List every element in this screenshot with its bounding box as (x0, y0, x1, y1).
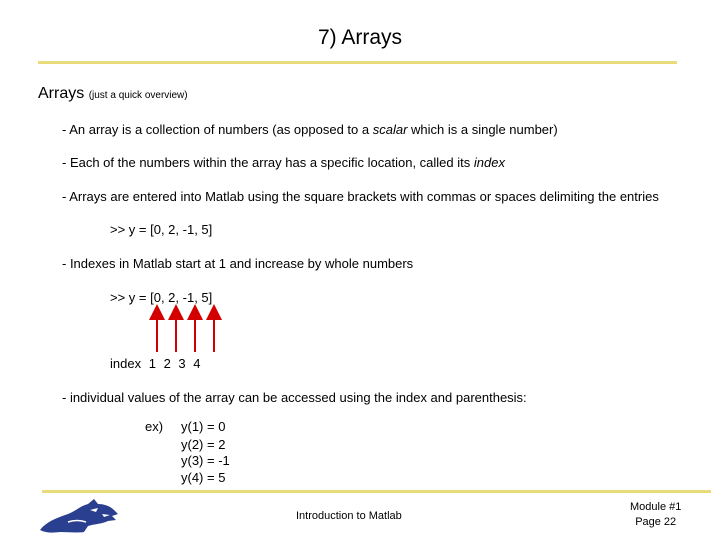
section-heading-text: Arrays (38, 85, 85, 102)
example-line: y(3) = -1 (181, 453, 230, 468)
footer-page-info (630, 500, 681, 530)
footer-divider (42, 490, 711, 493)
footer-page-number: Page 22 (635, 516, 677, 528)
example-line: y(4) = 5 (181, 470, 226, 485)
bullet-text: - An array is a collection of numbers (as opposed to a (62, 122, 373, 137)
example-line: y(2) = 2 (181, 437, 226, 452)
section-heading-note: (just a quick overview) (88, 90, 188, 101)
bullet-array-entry: - Arrays are entered into Matlab using the square brackets with commas or spaces delimiting the entries (62, 189, 659, 204)
slide-title: 7) Arrays (317, 26, 403, 49)
index-label: index (110, 356, 142, 371)
example-label: ex) (145, 419, 164, 434)
index-row (110, 356, 201, 371)
bullet-index-start: - Indexes in Matlab start at 1 and increase by whole numbers (62, 256, 414, 271)
index-value: 2 (163, 356, 171, 371)
example-line: y(1) = 0 (181, 419, 226, 434)
index-value: 3 (178, 356, 186, 371)
index-value: 1 (148, 356, 156, 371)
footer-module: Module #1 (630, 501, 682, 513)
bullet-emphasis: scalar (372, 122, 408, 137)
bullet-text: - Each of the numbers within the array has a specific location, called its (62, 155, 474, 170)
index-value: 4 (193, 356, 201, 371)
code-example-2: >> y = [0, 2, -1, 5] (110, 290, 213, 305)
bullet-text: which is a single number) (407, 122, 558, 137)
bullet-access-values: - individual values of the array can be accessed using the index and parenthesis: (62, 390, 527, 405)
footer-course-title: Introduction to Matlab (296, 510, 402, 522)
bobcat-logo-icon (38, 496, 120, 536)
bullet-emphasis: index (473, 155, 505, 170)
code-example-1: >> y = [0, 2, -1, 5] (110, 222, 213, 237)
